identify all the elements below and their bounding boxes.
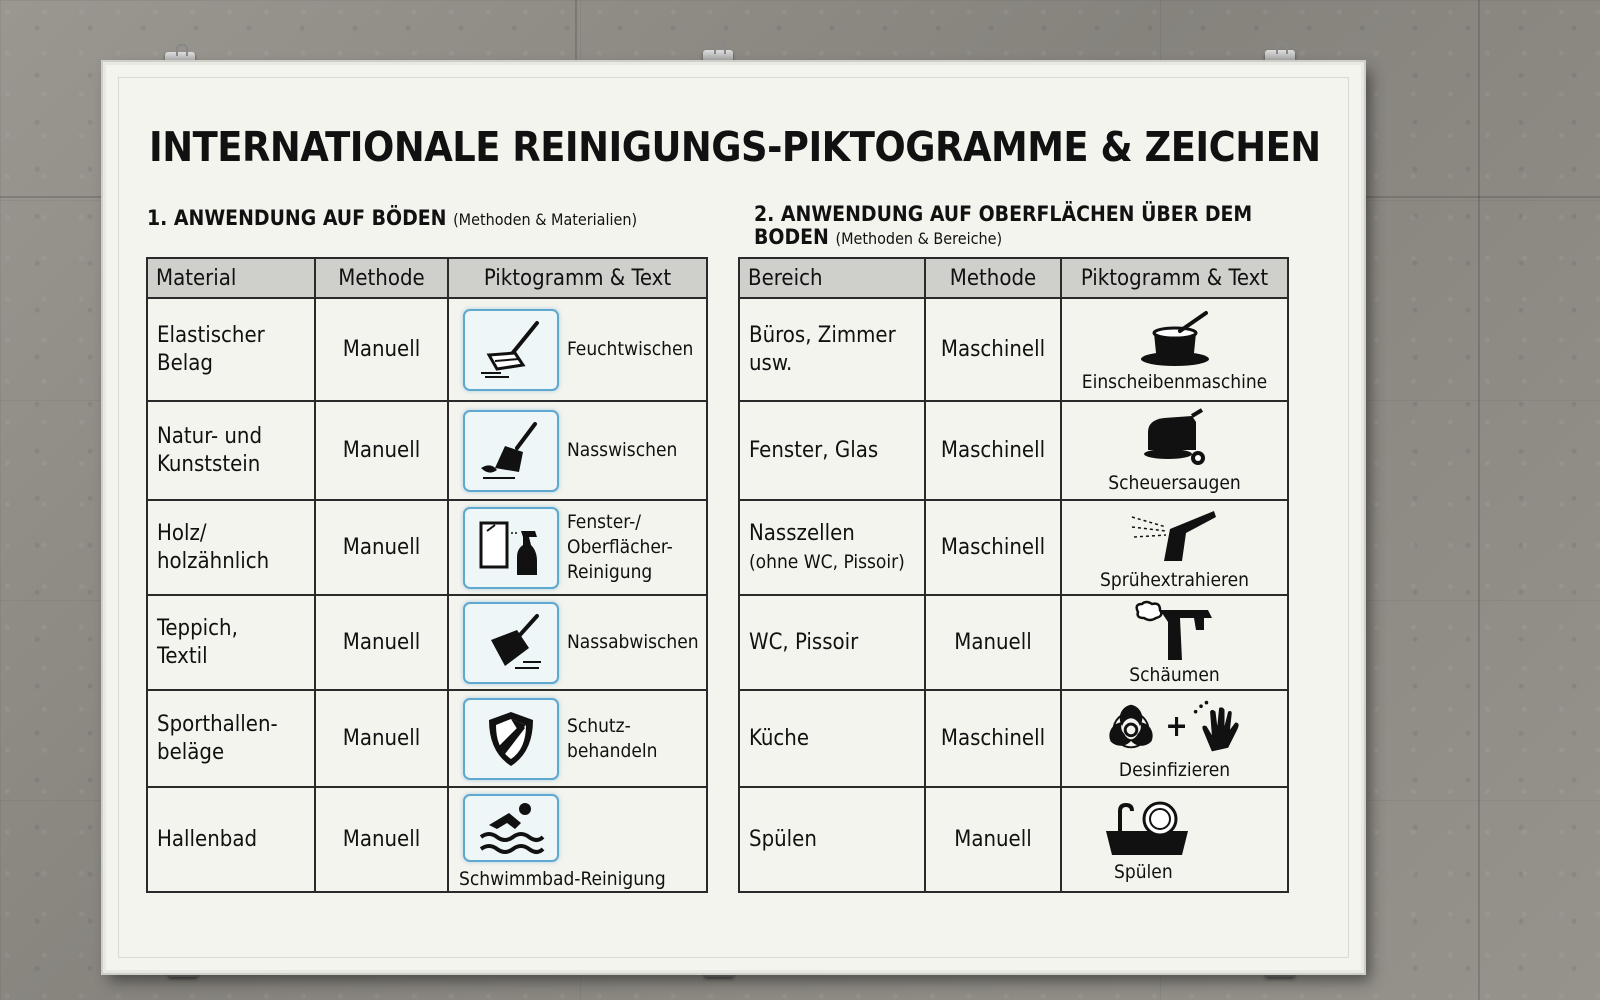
pictogram-label: Einscheibenmaschine xyxy=(1081,370,1268,393)
table-header-row xyxy=(739,258,1288,298)
table-row xyxy=(739,401,1288,500)
section2-subtitle: (Methoden & Bereiche) xyxy=(835,229,1003,248)
biohazard-icon xyxy=(1101,697,1161,757)
material-line: Sporthallen- xyxy=(157,711,278,737)
pictogram-cell xyxy=(448,787,707,892)
hand-spray-icon xyxy=(1192,697,1248,757)
pictogram-cell xyxy=(1061,690,1288,787)
pictogram-cell xyxy=(1061,298,1288,401)
surfaces-table xyxy=(738,257,1289,893)
area-line: usw. xyxy=(749,350,793,376)
pictogram-cell xyxy=(448,690,707,787)
pictogram-label: Nasswischen xyxy=(567,439,678,461)
wall-seam xyxy=(575,0,577,62)
wall-seam xyxy=(0,196,103,198)
pictogram-cell xyxy=(1061,787,1288,892)
mop-icon xyxy=(463,309,559,391)
table-row xyxy=(739,690,1288,787)
pictogram-label: Spülen xyxy=(1114,860,1173,883)
material-line: Textil xyxy=(157,643,208,669)
method-cell: Manuell xyxy=(315,298,448,401)
pictogram-label: Desinfizieren xyxy=(1118,758,1231,781)
pictogram-cell xyxy=(448,595,707,690)
header-pictogram: Piktogramm & Text xyxy=(1061,258,1288,298)
pictogram-label-line: Fenster-/ xyxy=(567,511,642,533)
header-pictogram: Piktogramm & Text xyxy=(448,258,707,298)
area-cell: Fenster, Glas xyxy=(739,401,925,500)
pictogram-cell xyxy=(448,401,707,500)
material-cell xyxy=(147,401,315,500)
foam-gun-icon xyxy=(1130,600,1220,662)
area-line: Büros, Zimmer xyxy=(749,322,896,348)
pictogram-cell xyxy=(448,500,707,595)
pictogram-label: Scheuersaugen xyxy=(1108,471,1241,494)
pictogram-cell xyxy=(1061,500,1288,595)
plus-sign: + xyxy=(1165,709,1188,744)
sign-board xyxy=(103,62,1364,973)
window-spray-icon xyxy=(463,507,559,589)
material-line: holzähnlich xyxy=(157,548,270,574)
method-cell: Manuell xyxy=(315,595,448,690)
shield-icon xyxy=(463,698,559,780)
method-cell: Manuell xyxy=(315,787,448,892)
section2-title-line2: BODEN xyxy=(754,225,829,249)
material-line: Teppich, xyxy=(157,615,238,641)
floor-machine-icon xyxy=(1130,307,1220,369)
section2-title-line1: 2. ANWENDUNG AUF OBERFLÄCHEN ÜBER DEM xyxy=(754,202,1253,226)
area-cell: Küche xyxy=(739,690,925,787)
material-cell xyxy=(147,500,315,595)
section1-title-text: 1. ANWENDUNG AUF BÖDEN xyxy=(147,206,447,230)
pictogram-label: Feuchtwischen xyxy=(567,338,694,360)
table-row xyxy=(739,595,1288,690)
material-line: Kunststein xyxy=(157,451,261,477)
pictogram-label: Schwimmbad-Reinigung xyxy=(459,867,666,890)
pictogram-label xyxy=(567,714,657,764)
method-cell: Manuell xyxy=(925,787,1061,892)
method-cell: Manuell xyxy=(925,595,1061,690)
pictogram-label: Sprühextrahieren xyxy=(1100,568,1249,591)
material-cell xyxy=(147,595,315,690)
method-cell: Maschinell xyxy=(925,690,1061,787)
table-row xyxy=(147,401,707,500)
table-row xyxy=(147,787,707,892)
table-row xyxy=(147,298,707,401)
material-line: Natur- und xyxy=(157,423,263,449)
section1-subtitle: (Methoden & Materialien) xyxy=(453,210,638,229)
header-material: Material xyxy=(147,258,315,298)
area-cell: Spülen xyxy=(739,787,925,892)
sink-icon xyxy=(1102,797,1192,859)
pictogram-label-line: behandeln xyxy=(567,739,658,762)
area-cell xyxy=(739,298,925,401)
area-line: Nasszellen xyxy=(749,520,855,546)
material-line: Holz/ xyxy=(157,520,207,546)
wall-seam xyxy=(1360,196,1600,198)
spray-extractor-icon xyxy=(1130,505,1220,567)
area-cell xyxy=(739,500,925,595)
table-row xyxy=(147,595,707,690)
material-line: beläge xyxy=(157,739,225,765)
header-method: Methode xyxy=(925,258,1061,298)
scrubber-icon xyxy=(1130,408,1220,470)
table-header-row xyxy=(147,258,707,298)
sign-title: INTERNATIONALE REINIGUNGS-PIKTOGRAMME & ZEICHEN xyxy=(149,123,1321,171)
wet-mop-icon xyxy=(463,410,559,492)
table-row xyxy=(147,690,707,787)
pictogram-label xyxy=(567,510,673,585)
pictogram-label-line: Oberflächer- xyxy=(567,536,673,558)
material-cell xyxy=(147,690,315,787)
area-cell: WC, Pissoir xyxy=(739,595,925,690)
pictogram-label-line: Reinigung xyxy=(567,561,653,583)
pictogram-cell xyxy=(448,298,707,401)
area-line: (ohne WC, Pissoir) xyxy=(749,550,905,573)
pictogram-cell xyxy=(1061,401,1288,500)
table-row xyxy=(147,500,707,595)
dust-pan-icon xyxy=(463,602,559,684)
section2-title xyxy=(754,203,1314,250)
header-area: Bereich xyxy=(739,258,925,298)
pictogram-label: Nassabwischen xyxy=(567,631,699,653)
floors-table xyxy=(146,257,708,893)
material-line: Elastischer xyxy=(157,322,265,348)
method-cell: Maschinell xyxy=(925,500,1061,595)
method-cell: Manuell xyxy=(315,401,448,500)
method-cell: Manuell xyxy=(315,500,448,595)
header-method: Methode xyxy=(315,258,448,298)
section1-title xyxy=(147,207,637,231)
method-cell: Maschinell xyxy=(925,298,1061,401)
table-row xyxy=(739,500,1288,595)
material-line: Belag xyxy=(157,350,213,376)
method-cell: Manuell xyxy=(315,690,448,787)
pictogram-cell xyxy=(1061,595,1288,690)
pictogram-label-line: Schutz- xyxy=(567,714,631,737)
material-cell: Hallenbad xyxy=(147,787,315,892)
table-row xyxy=(739,787,1288,892)
method-cell: Maschinell xyxy=(925,401,1061,500)
material-cell xyxy=(147,298,315,401)
wall-seam xyxy=(1478,0,1480,1000)
pictogram-label: Schäumen xyxy=(1129,663,1220,686)
swimmer-icon xyxy=(463,794,559,862)
table-row xyxy=(739,298,1288,401)
